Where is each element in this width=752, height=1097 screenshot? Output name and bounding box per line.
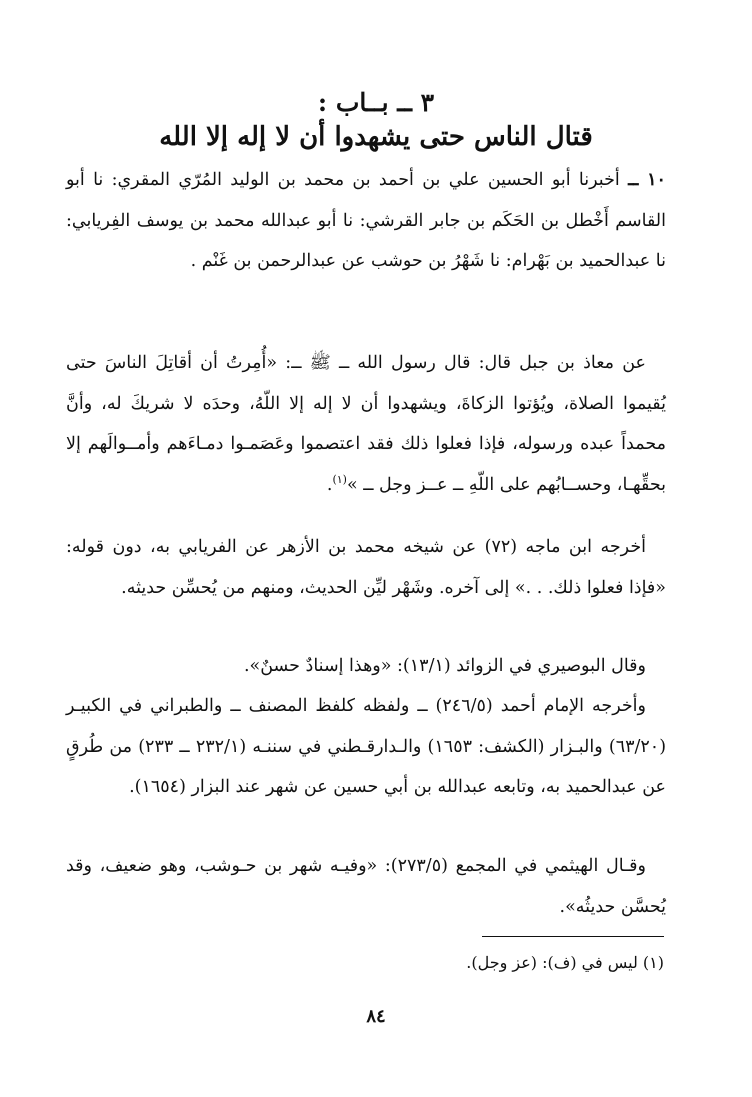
takhrij-paragraph: [66, 527, 666, 608]
chapter-title: قتال الناس حتى يشهدوا أن لا إله إلا الله: [159, 122, 593, 152]
takhrij-paragraph: [66, 846, 666, 927]
footnote-divider: [482, 936, 664, 937]
takhrij-text: أخرجه ابن ماجه (٧٢) عن شيخه محمد بن الأزهر عن الفريابي به، دون قوله: «فإذا فعلوا ذلك. . .» إلى آخره. وشَهْر ليِّن الحديث، ومنهم من يُحسِّن حديثه.: [66, 537, 666, 598]
takhrij-paragraph: [66, 646, 666, 687]
takhrij-text: وقال البوصيري في الزوائد (١٣/١): «وهذا إسنادٌ حسنٌ».: [243, 656, 646, 676]
takhrij-text: وقـال الهيثمي في المجمع (٢٧٣/٥): «وفيـه شهر بن حـوشب، وهو ضعيف، وقد يُحسَّن حديثُه».: [66, 856, 666, 917]
takhrij-paragraph: [66, 686, 666, 808]
takhrij-text: وأخرجه الإمام أحمد (٢٤٦/٥) ــ ولفظه كلفظ المصنف ــ والطبراني في الكبيـر (٦٣/٢٠) والبـزار (الكشف: ١٦٥٣) والـدارقـطني في سننـه (٢٣٢/١ ــ ٢٣٣) من طُرقٍ عن عبدالحميد به، وتابعه عبدالله بن أبي حسين عن شهر عند البزار (١٦٥٤).: [66, 696, 667, 797]
page-number: ٨٤: [366, 1006, 386, 1027]
hadith-matn-text: عن معاذ بن جبل قال: قال رسول الله ــ ﷺ ــ: «أُمِرتُ أن أقاتِلَ الناسَ حتى يُقيموا الصلاة، ويُؤتوا الزكاةَ، ويشهدوا أن لا إله إلا اللّهُ، وحدَه لا شريكَ له، وأنَّ محمداً عبده ورسوله، فإذا فعلوا ذلك فقد اعتصموا وعَصَمـوا دمـاءَهم وأمــوالَهم إلا بحقِّهـا، وحســابُهم على اللّهِ ــ عــز وجل ــ »: [66, 353, 666, 495]
footnote-reference: (١): [332, 472, 347, 486]
hadith-isnad-text: أخبرنا أبو الحسين علي بن أحمد بن محمد بن الوليد المُرّي المقري: نا أبو القاسم أَخْطل بن الحَكَم بن جابر القرشي: نا أبو عبدالله محمد بن يوسف الفِريابي: نا عبدالحميد بن بَهْرام: نا شَهْرُ بن حوشب عن عبدالرحمن بن غَنْم .: [66, 170, 666, 271]
hadith-isnad-paragraph: [66, 160, 666, 282]
hadith-matn-end: .: [326, 474, 333, 495]
hadith-matn-paragraph: [66, 343, 666, 505]
footnote: (١) ليس في (ف): (عز وجل).: [466, 953, 664, 972]
chapter-label: ٣ ــ بــاب :: [317, 88, 435, 117]
hadith-number: ١٠ ــ: [628, 170, 666, 190]
